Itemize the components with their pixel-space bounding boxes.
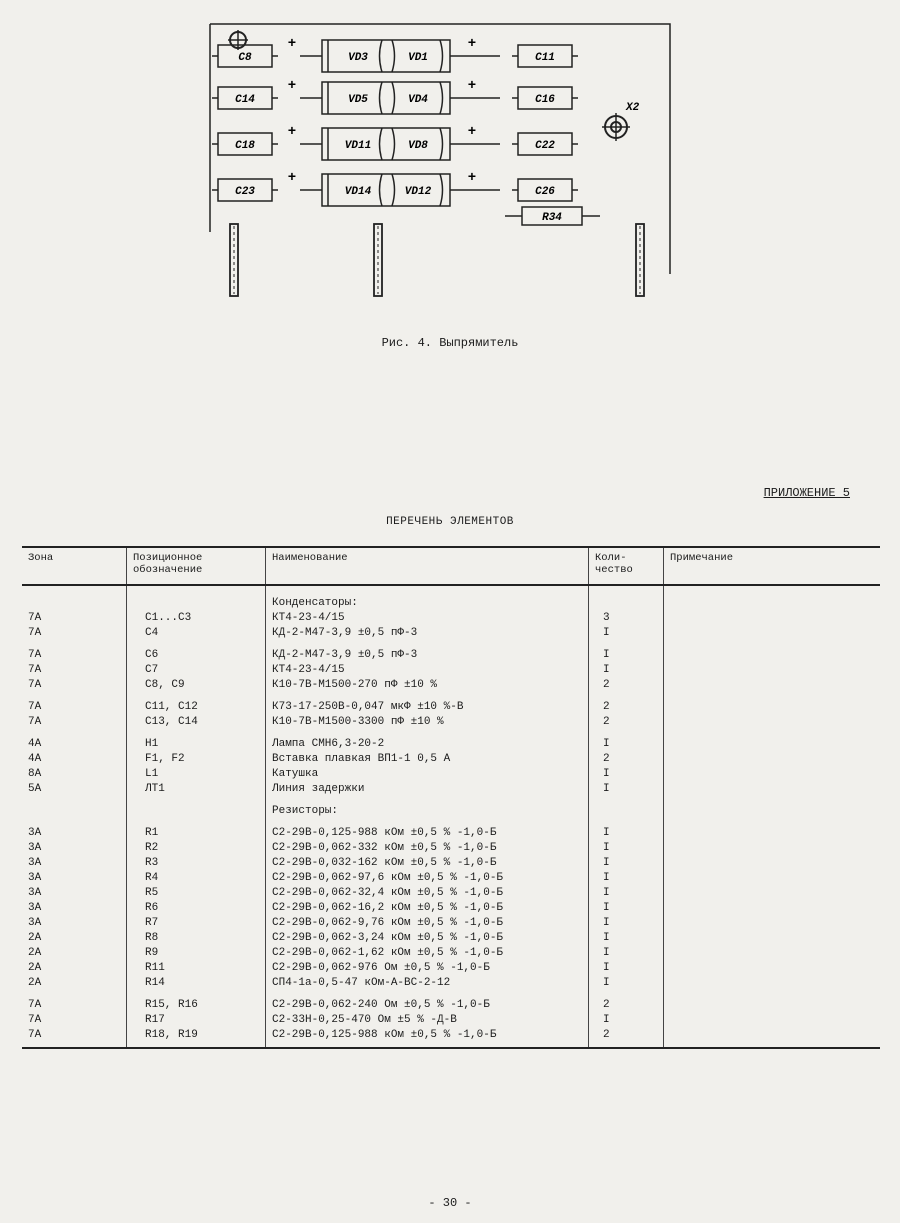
capacitor-right-label: C22 <box>535 140 555 152</box>
cell-designation: C13, C14 <box>127 715 266 730</box>
cell-designation <box>127 585 266 611</box>
cell-zone: 2А <box>28 947 42 959</box>
cell-note <box>664 998 881 1013</box>
cell-name: C2-29В-0,062-332 кОм ±0,5 % -1,0-Б <box>266 841 589 856</box>
cell-designation: R2 <box>127 841 266 856</box>
terminal-label: X2 <box>626 102 640 114</box>
capacitor-right-label: C16 <box>535 94 555 106</box>
cell-zone: 5А <box>28 783 42 795</box>
table-row <box>22 931 880 946</box>
cell-designation: ЛТ1 <box>127 782 266 797</box>
cell-quantity: I <box>589 901 664 916</box>
cell-designation: R8 <box>127 931 266 946</box>
cell-quantity: I <box>589 946 664 961</box>
page-number: - 30 - <box>428 1196 472 1210</box>
cell-designation: R11 <box>127 961 266 976</box>
cell-designation: R9 <box>127 946 266 961</box>
cell-designation: R17 <box>127 1013 266 1028</box>
cell-quantity: I <box>589 871 664 886</box>
cell-note <box>664 841 881 856</box>
table-row <box>22 626 880 641</box>
cell-designation: C11, C12 <box>127 700 266 715</box>
cell-zone <box>22 585 127 611</box>
cell-note <box>664 961 881 976</box>
header-name: Наименование <box>266 547 589 585</box>
row-spacer <box>22 991 880 998</box>
cell-name: КД-2-М47-3,9 ±0,5 пФ-3 <box>266 648 589 663</box>
rectifier-board-svg <box>200 12 680 312</box>
cell-designation: L1 <box>127 767 266 782</box>
cell-name: КД-2-М47-3,9 ±0,5 пФ-3 <box>266 626 589 641</box>
table-body <box>22 585 880 1048</box>
capacitor-left-label: C14 <box>235 94 255 106</box>
table-row <box>22 961 880 976</box>
table-row <box>22 804 880 819</box>
table-row <box>22 611 880 626</box>
cell-designation <box>127 804 266 819</box>
cell-name: C2-29В-0,062-240 Ом ±0,5 % -1,0-Б <box>266 998 589 1013</box>
cell-zone: 7А <box>28 627 42 639</box>
cell-designation: C4 <box>127 626 266 641</box>
cell-quantity: I <box>589 931 664 946</box>
cell-quantity: 2 <box>589 752 664 767</box>
header-quantity: Коли-чество <box>589 547 664 585</box>
cell-designation: F1, F2 <box>127 752 266 767</box>
row-spacer <box>22 730 880 737</box>
cell-zone: 3А <box>28 857 42 869</box>
cell-name: КТ4-23-4/15 <box>266 611 589 626</box>
cell-note <box>664 737 881 752</box>
cell-quantity: I <box>589 737 664 752</box>
cell-quantity: 2 <box>589 700 664 715</box>
diode-label-right: VD4 <box>408 94 428 106</box>
diode-label-left: VD14 <box>344 186 372 198</box>
cell-note <box>664 663 881 678</box>
cell-quantity: I <box>589 916 664 931</box>
cell-zone: 7А <box>28 649 42 661</box>
cell-name: C2-29В-0,062-16,2 кОм ±0,5 % -1,0-Б <box>266 901 589 916</box>
cell-note <box>664 626 881 641</box>
capacitor-left-label: C18 <box>235 140 255 152</box>
table-row <box>22 715 880 730</box>
cell-zone: 7А <box>28 679 42 691</box>
plus-sign-right: + <box>467 78 477 94</box>
table-row <box>22 841 880 856</box>
board-outline <box>210 24 670 274</box>
header-zone: Зона <box>22 547 127 585</box>
cell-name: К10-7В-М1500-270 пФ ±10 % <box>266 678 589 693</box>
table-header-row <box>22 547 880 585</box>
cell-quantity: I <box>589 626 664 641</box>
cell-note <box>664 752 881 767</box>
cell-name: C2-29В-0,062-32,4 кОм ±0,5 % -1,0-Б <box>266 886 589 901</box>
cell-zone: 7А <box>28 999 42 1011</box>
cell-quantity: I <box>589 976 664 991</box>
cell-name: C2-29В-0,125-988 кОм ±0,5 % -1,0-Б <box>266 826 589 841</box>
cell-zone: 4А <box>28 738 42 750</box>
table-row <box>22 871 880 886</box>
cell-zone: 3А <box>28 842 42 854</box>
table-row <box>22 678 880 693</box>
diode-label-right: VD1 <box>408 52 428 64</box>
cell-designation: C8, C9 <box>127 678 266 693</box>
table-row <box>22 782 880 797</box>
cell-name: C2-29В-0,062-1,62 кОм ±0,5 % -1,0-Б <box>266 946 589 961</box>
table-row <box>22 1013 880 1028</box>
cell-name: C2-29В-0,032-162 кОм ±0,5 % -1,0-Б <box>266 856 589 871</box>
cell-zone: 3А <box>28 827 42 839</box>
plus-sign-left: + <box>287 124 297 140</box>
table-row <box>22 901 880 916</box>
cell-note <box>664 826 881 841</box>
diode-label-left: VD5 <box>348 94 368 106</box>
cell-quantity: I <box>589 648 664 663</box>
cell-name: Линия задержки <box>266 782 589 797</box>
cell-quantity: I <box>589 826 664 841</box>
diode-pair-body <box>322 82 450 114</box>
cell-note <box>664 946 881 961</box>
capacitor-left-label: C23 <box>235 186 255 198</box>
list-title: ПЕРЕЧЕНЬ ЭЛЕМЕНТОВ <box>386 516 514 528</box>
cell-designation: C1...C3 <box>127 611 266 626</box>
table-row <box>22 998 880 1013</box>
cell-note <box>664 767 881 782</box>
cell-designation: C6 <box>127 648 266 663</box>
cell-note <box>664 976 881 991</box>
cell-name: Вставка плавкая ВП1-1 0,5 А <box>266 752 589 767</box>
cell-quantity: 2 <box>589 678 664 693</box>
header-note: Примечание <box>664 547 881 585</box>
plus-sign-right: + <box>467 36 477 52</box>
table-row <box>22 663 880 678</box>
cell-note <box>664 856 881 871</box>
cell-zone: 7А <box>28 612 42 624</box>
table-row <box>22 886 880 901</box>
cell-quantity: 2 <box>589 1028 664 1048</box>
appendix-label: ПРИЛОЖЕНИЕ 5 <box>763 486 850 500</box>
cell-designation: R5 <box>127 886 266 901</box>
cell-quantity: I <box>589 856 664 871</box>
table-row <box>22 976 880 991</box>
mounting-hole-left-cross <box>228 30 248 50</box>
cell-designation: R15, R16 <box>127 998 266 1013</box>
cell-designation: R7 <box>127 916 266 931</box>
cell-note <box>664 678 881 693</box>
table-row <box>22 648 880 663</box>
cell-quantity: 2 <box>589 998 664 1013</box>
cell-name: К10-7В-М1500-3300 пФ ±10 % <box>266 715 589 730</box>
cell-note <box>664 782 881 797</box>
cell-note <box>664 916 881 931</box>
capacitor-right-label: C11 <box>535 52 555 64</box>
table-row <box>22 752 880 767</box>
cell-note <box>664 700 881 715</box>
cell-quantity: I <box>589 886 664 901</box>
terminal-x2-cross <box>602 113 630 141</box>
table-row <box>22 946 880 961</box>
diode-label-left: VD3 <box>348 52 368 64</box>
capacitor-left-label: C8 <box>238 52 252 64</box>
cell-designation: R4 <box>127 871 266 886</box>
cell-designation: Н1 <box>127 737 266 752</box>
cell-note <box>664 931 881 946</box>
elements-table <box>22 546 880 1049</box>
table-row <box>22 826 880 841</box>
diode-label-right: VD8 <box>408 140 428 152</box>
cell-zone: 3А <box>28 917 42 929</box>
cell-note <box>664 804 881 819</box>
cell-name: Лампа СМН6,3-20-2 <box>266 737 589 752</box>
table-row <box>22 737 880 752</box>
cell-note <box>664 886 881 901</box>
cell-zone <box>22 804 127 819</box>
cell-designation: R3 <box>127 856 266 871</box>
row-spacer <box>22 693 880 700</box>
cell-name: C2-29В-0,125-988 кОм ±0,5 % -1,0-Б <box>266 1028 589 1048</box>
plus-sign-left: + <box>287 78 297 94</box>
cell-name: КТ4-23-4/15 <box>266 663 589 678</box>
cell-zone: 2А <box>28 977 42 989</box>
rectifier-diagram <box>200 12 680 312</box>
cell-zone: 7А <box>28 701 42 713</box>
cell-note <box>664 1013 881 1028</box>
cell-note <box>664 715 881 730</box>
cell-quantity <box>589 585 664 611</box>
cell-zone: 7А <box>28 1014 42 1026</box>
diode-pair-body <box>322 128 450 160</box>
table-row <box>22 1028 880 1048</box>
cell-name: Конденсаторы: <box>266 585 589 611</box>
cell-designation: R18, R19 <box>127 1028 266 1048</box>
cell-note <box>664 901 881 916</box>
cell-note <box>664 871 881 886</box>
cell-name: C2-29В-0,062-9,76 кОм ±0,5 % -1,0-Б <box>266 916 589 931</box>
cell-zone: 7А <box>28 664 42 676</box>
row-spacer <box>22 819 880 826</box>
diode-pair-body <box>322 40 450 72</box>
diode-label-left: VD11 <box>344 140 372 152</box>
cell-quantity: 2 <box>589 715 664 730</box>
cell-name: C2-29В-0,062-3,24 кОм ±0,5 % -1,0-Б <box>266 931 589 946</box>
cell-zone: 7А <box>28 716 42 728</box>
cell-zone: 3А <box>28 887 42 899</box>
cell-name: СП4-1а-0,5-47 кОм-А-ВС-2-12 <box>266 976 589 991</box>
cell-note <box>664 611 881 626</box>
cell-zone: 2А <box>28 962 42 974</box>
table-row <box>22 916 880 931</box>
plus-sign-left: + <box>287 170 297 186</box>
cell-zone: 3А <box>28 872 42 884</box>
cell-note <box>664 648 881 663</box>
cell-designation: R14 <box>127 976 266 991</box>
cell-name: C2-29В-0,062-97,6 кОм ±0,5 % -1,0-Б <box>266 871 589 886</box>
cell-zone: 7А <box>22 1028 127 1048</box>
cell-zone: 3А <box>28 902 42 914</box>
plus-sign-right: + <box>467 170 477 186</box>
cell-name: К73-17-250В-0,047 мкФ ±10 %-В <box>266 700 589 715</box>
table-row <box>22 585 880 611</box>
diode-label-right: VD12 <box>404 186 432 198</box>
cell-quantity: I <box>589 767 664 782</box>
figure-caption: Рис. 4. Выпрямитель <box>381 336 519 350</box>
table-row <box>22 856 880 871</box>
row-spacer <box>22 641 880 648</box>
cell-zone: 8А <box>28 768 42 780</box>
table-row <box>22 700 880 715</box>
cell-name: Резисторы: <box>266 804 589 819</box>
resistor-label: R34 <box>542 212 562 224</box>
cell-quantity: 3 <box>589 611 664 626</box>
table-row <box>22 767 880 782</box>
cell-designation: R6 <box>127 901 266 916</box>
cell-designation: C7 <box>127 663 266 678</box>
cell-quantity: I <box>589 782 664 797</box>
cell-name: C2-29В-0,062-976 Ом ±0,5 % -1,0-Б <box>266 961 589 976</box>
cell-designation: R1 <box>127 826 266 841</box>
cell-quantity: I <box>589 663 664 678</box>
plus-sign-left: + <box>287 36 297 52</box>
cell-name: Катушка <box>266 767 589 782</box>
cell-zone: 4А <box>28 753 42 765</box>
row-spacer <box>22 797 880 804</box>
cell-note <box>664 585 881 611</box>
cell-quantity: I <box>589 1013 664 1028</box>
cell-name: C2-33Н-0,25-470 Ом ±5 % -Д-В <box>266 1013 589 1028</box>
cell-quantity: I <box>589 841 664 856</box>
cell-quantity: I <box>589 961 664 976</box>
cell-note <box>664 1028 881 1048</box>
capacitor-right-label: C26 <box>535 186 555 198</box>
plus-sign-right: + <box>467 124 477 140</box>
cell-zone: 2А <box>28 932 42 944</box>
cell-quantity <box>589 804 664 819</box>
header-designation: Позиционное обозначение <box>127 547 266 585</box>
